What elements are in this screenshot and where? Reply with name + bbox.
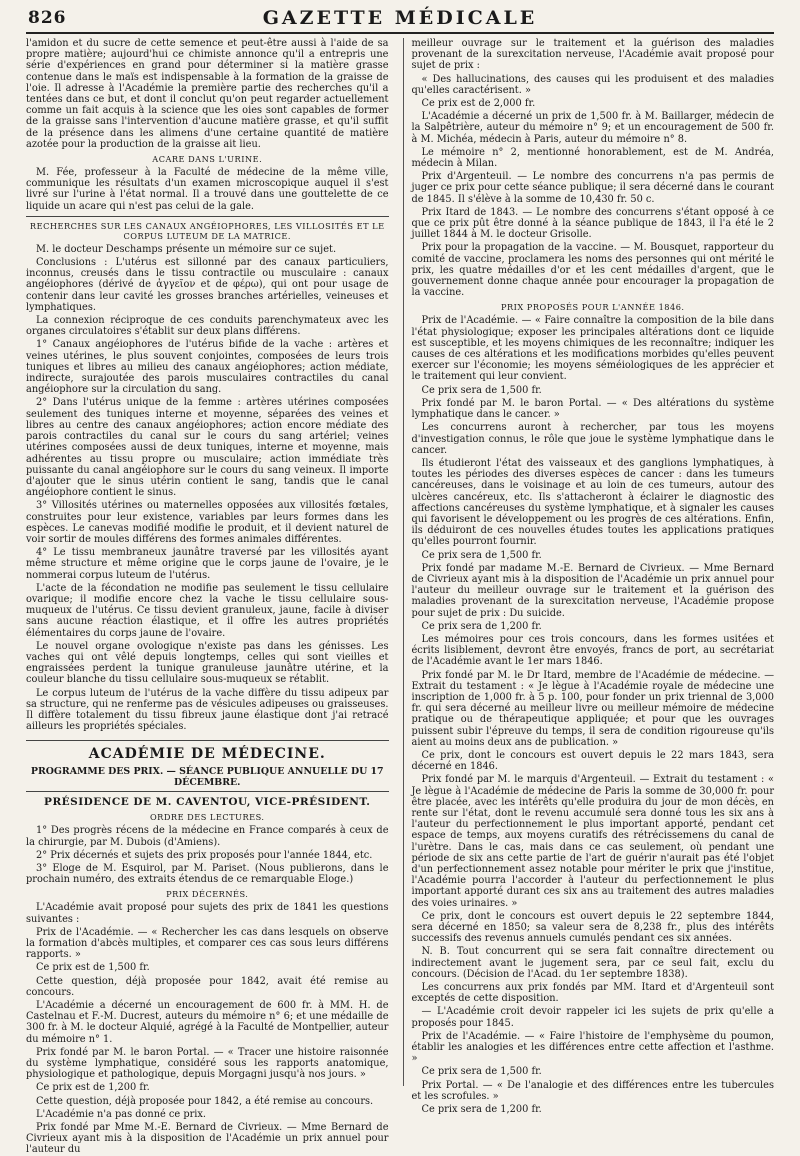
paragraph: « Des hallucinations, des causes qui les produisent et des maladies qu'elles caractérisent. » (411, 73, 774, 96)
paragraph: Ce prix, dont le concours est ouvert depuis le 22 septembre 1844, sera décerné en 1850; sa valeur sera de 8,238 fr., plus des intérêts successifs des revenus annuels cumulés pendant ces six années. (411, 910, 774, 945)
paragraph: Ce prix sera de 1,500 fr. (421, 384, 542, 396)
paragraph: 3° Eloge de M. Esquirol, par M. Pariset. (Nous publierons, dans le prochain numéro, des extraits étendus de ce remarquable Eloge.) (26, 862, 389, 886)
paragraph: Prix fondé par M. le marquis d'Argenteuil. — Extrait du testament : « Je lègue à l'Académie de médecine de Paris la somme de 30,000 fr. pour être placée, avec les intérêts qu'elle produira du jour de mon décès, en rente sur l'état, dont le revenu accumulé sera donné tous les six ans à l'auteur du perfectionnement le plus important apporté, pendant cet espace de temps, aux moyens curatifs des rétrécissemens du canal de l'urètre. Dans le cas, mais dans ce cas seulement, où pendant une période de six ans cette partie de l'art de guérir n'aurait pas été l'objet d'un perfectionnement assez notable pour mériter le prix que j'institue, l'Académie pourra l'accorder à l'auteur du perfectionnement le plus important apporté durant ces six ans au traitement des autres maladies des voies urinaires. » (411, 774, 774, 909)
paragraph: Prix fondé par M. le baron Portal. — « Des altérations du système lymphatique dans le cancer. » (411, 397, 774, 421)
paragraph: Le nouvel organe ovologique n'existe pas dans les génisses. Les vaches qui ont vêlé depuis longtemps, celles qui sont vieilles et engraissées perdent la tunique granuleuse jaunâtre utérine, et la couleur blanche du tissu cellulaire sous-muqueux se rétablit. (26, 640, 389, 686)
paragraph: Ce prix sera de 1,200 fr. (421, 1104, 542, 1116)
paragraph: Prix de l'Académie. — « Faire connaître la composition de la bile dans l'état physiologique; exposer les principales altérations dont ce liquide est susceptible, et les moyens chimiques de les reconnaître; indiquer les causes de ces altérations et les modifications morbides qu'elles peuvent exercer sur l'économie; les moyens séméiologiques de les apprécier et le traitement qui leur convient. (411, 315, 774, 383)
paragraph: L'acte de la fécondation ne modifie pas seulement le tissu cellulaire ovarique; il modifie encore chez la vache le tissu cellulaire sous-muqueux de l'utérus. Ce tissu devient granuleux, jaune, facile à diviser sans aucune réaction élastique, et il offre les autres propriétés élémentaires du corps jaune de l'ovaire. (26, 582, 389, 639)
paragraph: 3° Villosités utérines ou maternelles opposées aux villosités fœtales, construites pour leur existence, variables par leurs formes dans les espèces. Le canevas modifié modifie le produit, et il devient naturel de voir sortir de moules différens des formes animales différentes. (26, 500, 389, 545)
program-heading: PROGRAMME DES PRIX. — SÉANCE PUBLIQUE ANNUELLE DU 17 DÉCEMBRE. (26, 766, 389, 792)
paragraph: L'Académie avait proposé pour sujets des prix de 1841 les questions suivantes : (26, 902, 389, 925)
subsection-heading: ORDRE DES LECTURES. (149, 812, 265, 823)
presidency-heading: PRÉSIDENCE DE M. CAVENTOU, VICE-PRÉSIDENT. (44, 796, 371, 809)
divider (26, 216, 389, 217)
masthead-title: GAZETTE MÉDICALE (262, 7, 538, 29)
paragraph: L'Académie a décerné un prix de 1,500 fr. à M. Baillarger, médecin de la Salpêtrière, auteur du mémoire n° 9; et un encouragement de 500 fr. à M. Michéa, médecin à Paris, auteur du mémoire n° 8. (411, 111, 774, 145)
paragraph: Prix fondé par M. le Dr Itard, membre de l'Académie de médecine. — Extrait du testament : « Je lègue à l'Académie royale de médecine une inscription de 1,000 fr. à 5 p. 100, pour fonder un prix triennal de 3,000 fr. qui sera décerné au meilleur livre ou meilleur mémoire de médecine pratique ou de thérapeutique appliquée; et pour que les ouvrages puissent subir l'épreuve du temps, il sera de condition rigoureuse qu'ils aient au moins deux ans de publication. » (411, 669, 774, 748)
subsection-heading: PRIX PROPOSÉS POUR L'ANNÉE 1846. (500, 302, 685, 313)
paragraph: M. le docteur Deschamps présente un mémoire sur ce sujet. (36, 243, 337, 255)
paragraph: Ce prix sera de 1,200 fr. (421, 620, 542, 632)
paragraph: Ce prix est de 2,000 fr. (421, 98, 536, 110)
paragraph: L'Académie n'a pas donné ce prix. (36, 1108, 207, 1120)
paragraph: Conclusions : L'utérus est sillonné par des canaux particuliers, inconnus, creusés dans le tissu contractile ou musculaire : canaux angéiophores (dérivé de ἀγγεῖον et de φέρω), qui ont pour usage de contenir dans leur cavité les grosses branches artérielles, veineuses et lymphatiques. (26, 257, 389, 313)
section-heading: ACARE DANS L'URINE. (152, 154, 263, 165)
right-column (403, 38, 775, 1116)
paragraph: Prix Portal. — « De l'analogie et des différences entre les tubercules et les scrofules. » (411, 1079, 774, 1102)
paragraph: N. B. Tout concurrent qui se sera fait connaître directement ou indirectement avant le jugement sera, par ce seul fait, exclu du concours. (Décision de l'Acad. du 1er septembre 1838). (411, 946, 774, 980)
paragraph: Prix Itard de 1843. — Le nombre des concurrens s'étant opposé à ce que ce prix pût être donné à la séance publique de 1843, il l'a été le 2 juillet 1844 à M. le docteur Grisolle. (411, 206, 774, 241)
paragraph: Prix de l'Académie. — « Rechercher les cas dans lesquels on observe la formation d'abcès multiples, et comparer ces cas sous leurs différens rapports. » (26, 926, 389, 961)
paragraph: 1° Des progrès récens de la médecine en France comparés à ceux de la chirurgie, par M. Dubois (d'Amiens). (26, 825, 389, 848)
paragraph: Les concurrens auront à rechercher, par tous les moyens d'investigation connus, le rôle que joue le système lymphatique dans le cancer. (411, 422, 774, 456)
subsection-heading: PRIX DÉCERNÉS. (166, 889, 249, 900)
two-column-body (26, 34, 774, 1156)
paragraph: Les mémoires pour ces trois concours, dans les formes usitées et écrits lisiblement, devront être envoyés, francs de port, au secrétariat de l'Académie avant le 1er mars 1846. (411, 633, 774, 668)
page-header (26, 6, 774, 34)
paragraph: Prix de l'Académie. — « Faire l'histoire de l'emphysème du poumon, établir les analogies et les différences entre cette affection et l'asthme. » (411, 1030, 774, 1065)
paragraph: Prix fondé par M. le baron Portal. — « Tracer une histoire raisonnée du système lymphatique, considéré sous les rapports anatomique, physiologique et pathologique, depuis Morgagni jusqu'à nos jours. » (26, 1046, 389, 1081)
paragraph: 2° Prix décernés et sujets des prix proposés pour l'année 1844, etc. (36, 849, 373, 861)
paragraph: Les concurrens aux prix fondés par MM. Itard et d'Argenteuil sont exceptés de cette disposition. (411, 982, 774, 1005)
paragraph: Ce prix sera de 1,500 fr. (421, 1066, 542, 1078)
paragraph: Prix fondé par madame M.-E. Bernard de Civrieux. — Mme Bernard de Civrieux ayant mis à la disposition de l'Académie un prix annuel pour l'auteur du meilleur ouvrage sur le traitement et la guérison des maladies provenant de la surexcitation nerveuse, l'Académie propose pour sujet de prix : Du suicide. (411, 562, 774, 619)
paragraph: — L'Académie croit devoir rappeler ici les sujets de prix qu'elle a proposés pour 1845. (411, 1006, 774, 1029)
paragraph: meilleur ouvrage sur le traitement et la guérison des maladies provenant de la surexcitation nerveuse, l'Académie avait proposé pour sujet de prix : (411, 38, 774, 72)
paragraph: 1° Canaux angéiophores de l'utérus bifide de la vache : artères et veines utérines, le plus souvent conjointes, composées de leurs trois tuniques et libres au milieu des canaux angéiophores; action médiate, indirecte, surajoutée des parois musculaires contractiles du canal angéiophore sur la circulation du sang. (26, 339, 389, 396)
paragraph: La connexion réciproque de ces conduits parenchymateux avec les organes circulatoires s'établit sur deux plans différens. (26, 315, 389, 338)
paragraph: Ils étudieront l'état des vaisseaux et des ganglions lymphatiques, à toutes les périodes des diverses espèces de cancer : dans les tumeurs cancéreuses, dans le voisinage et au loin de ces tumeurs, autour des ulcères cancéreux, etc. Ils s'attacheront à éclairer le diagnostic des affections cancéreuses du système lymphatique, et à signaler les causes qui favorisent le développement ou les progrès de ces altérations. Enfin, ils déduiront de ces nouvelles études toutes les applications pratiques qu'elles pourront fournir. (411, 457, 774, 548)
paragraph: Ce prix est de 1,500 fr. (36, 962, 150, 974)
paragraph: Le corpus luteum de l'utérus de la vache diffère du tissu adipeux par sa structure, qui ne renferme pas de vésicules adipeuses ou graisseuses. Il diffère totalement du tissu fibreux jaune élastique dont j'ai retracé ailleurs les propriétés spéciales. (26, 687, 389, 733)
paragraph: Ce prix est de 1,200 fr. (36, 1082, 150, 1094)
section-title: ACADÉMIE DE MÉDECINE. (26, 740, 389, 762)
left-column (26, 38, 389, 1156)
paragraph: 4° Le tissu membraneux jaunâtre traversé par les villosités ayant même structure et même origine que le corps jaune de l'ovaire, je le nommerai corpus luteum de l'utérus. (26, 547, 389, 581)
paragraph: l'amidon et du sucre de cette semence et peut-être aussi à l'aide de sa propre matière; aujourd'hui ce chimiste annonce qu'il a entrepris une série d'expériences en grand pour déterminer si la matière grasse contenue dans le maïs est indispensable à la formation de la graisse de l'oie. Il adresse à l'Académie la première partie des recherches qu'il a tentées dans ce but, et dont il conclut qu'on peut regarder actuellement comme un fait acquis à la science que les oies sont capables de former de la graisse sans l'intervention d'aucune matière grasse, et qu'il suffit de la présence dans les alimens d'une certaine quantité de matière azotée pour la production de la graisse ait lieu. (26, 38, 389, 150)
paragraph: Le mémoire n° 2, mentionné honorablement, est de M. Andréa, médecin à Milan. (411, 146, 774, 170)
paragraph: L'Académie a décerné un encouragement de 600 fr. à MM. H. de Castelnau et F.-M. Ducrest, auteurs du mémoire n° 6; et une médaille de 300 fr. à M. le docteur Alquié, agrégé à la Faculté de Montpellier, auteur du mémoire n° 1. (26, 1000, 389, 1045)
paragraph: Cette question, déjà proposée pour 1842, a été remise au concours. (36, 1095, 374, 1107)
page-number: 826 (28, 8, 67, 28)
paragraph: 2° Dans l'utérus unique de la femme : artères utérines composées seulement des tuniques interne et moyenne, séparées des veines et libres au centre des canaux angéiophores; action encore médiate des parois contractiles du canal sur le cours du sang artériel; veines utérines composées aussi de deux tuniques, interne et moyenne, mais adhérentes au tissu propre ou musculaire; action immédiate très puissante du canal angéiophore sur le cours du sang veineux. Il importe d'ajouter que le sinus utérin contient le sang, tandis que le canal angéiophore contient le sinus. (26, 397, 389, 499)
paragraph: Ce prix sera de 1,500 fr. (421, 549, 542, 561)
paragraph: Cette question, déjà proposée pour 1842, avait été remise au concours. (26, 975, 389, 998)
section-heading: RECHERCHES SUR LES CANAUX ANGÉIOPHORES, LES VILLOSITÉS ET LE CORPUS LUTEUM DE LA MATRICE. (29, 220, 385, 241)
paragraph: Prix fondé par Mme M.-E. Bernard de Civrieux. — Mme Bernard de Civrieux ayant mis à la disposition de l'Académie un prix annuel pour l'auteur du (26, 1122, 389, 1156)
paragraph: Prix pour la propagation de la vaccine. — M. Bousquet, rapporteur du comité de vaccine, proclamera les noms des personnes qui ont mérité le prix, les quatre médailles d'or et les cent médailles d'argent, que le gouvernement donne chaque année pour encourager la propagation de la vaccine. (411, 242, 774, 299)
paragraph: M. Fée, professeur à la Faculté de médecine de la même ville, communique les résultats d'un examen microscopique auquel il s'est livré sur l'urine à l'état normal. Il a trouvé dans une gouttelette de ce liquide un acare qui n'est pas celui de la gale. (26, 167, 389, 212)
paragraph: Prix d'Argenteuil. — Le nombre des concurrens n'a pas permis de juger ce prix pour cette séance publique; il sera décerné dans le courant de 1845. Il s'élève à la somme de 10,430 fr. 50 c. (411, 171, 774, 205)
paragraph: Ce prix, dont le concours est ouvert depuis le 22 mars 1843, sera décerné en 1846. (411, 749, 774, 773)
